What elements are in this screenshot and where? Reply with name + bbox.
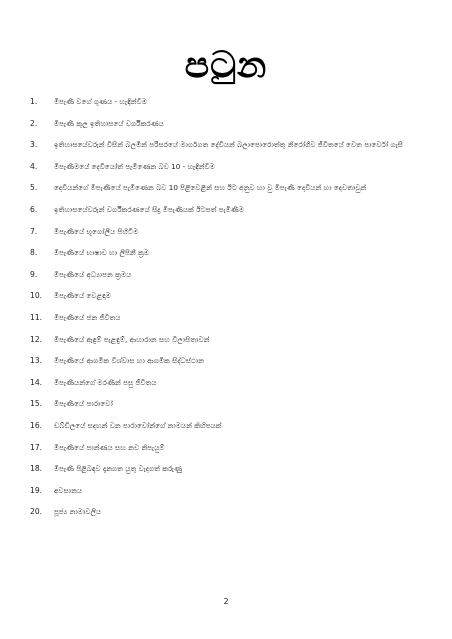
toc-item [30,269,430,291]
table-of-contents [30,96,430,528]
toc-item-number: 18. [30,464,43,474]
toc-item [30,506,430,528]
toc-item-number: 4. [30,161,38,171]
toc-item-number: 5. [30,183,38,193]
toc-item-title: මීපැණියේ ආගමික විශ්වාස හා ආගමික සිද්ධස්ථාන [54,356,205,366]
toc-item-title: මීපැණියේ අධ්‍යාපන ක්‍රමය [54,269,132,279]
toc-item [30,182,430,204]
toc-item [30,96,430,118]
page-title: පටුන [184,45,268,86]
toc-item [30,226,430,248]
toc-item-title: ඉතිහාසයේවරුන් වර්ගීකරණයේ සිදු මීපැණියක් ඊටපත් පැමිණීම [54,204,245,214]
toc-item-title: මීපැණියන්ගේ මරණීන් පසු ජීවිතය [54,377,157,387]
toc-item [30,161,430,183]
toc-item-number: 10. [30,291,43,301]
toc-item-title: මීපැණියේ වෙළඳාම [54,291,111,301]
toc-item-title: මීපැණි වගේ ගුණය - හැඳින්වීම [54,97,147,106]
toc-item-title: මීපැණියේ පාරාවෝ [54,399,113,409]
toc-item-number: 9. [30,269,38,279]
toc-item [30,485,430,507]
toc-item [30,247,430,269]
toc-item-number: 20. [30,507,43,517]
toc-item-title: මීපැණි කුල ඉතිහාසයේ වර්ගීකරණය [54,118,164,128]
toc-item-title: ඉතිහාසයේවරුන් විසින් බලමින් පරිසරයේ මාර්ගගත දේවියන් බලාපොරොත්තු නිරෝගීව ජීවිතයේ වෙත පාර්වෝ ගැසී [54,140,403,150]
toc-item-number: 2. [30,118,38,128]
toc-item-number: 6. [30,204,38,214]
toc-item [30,290,430,312]
toc-item [30,463,430,485]
toc-item-number: 1. [30,97,38,106]
toc-item-title: මීපැණියේ ජන ජීවිතය [54,312,121,322]
toc-item-title: මීපැණි පිළිබඳව දැනගත යුතු වැදගත් කරුණු [54,464,183,474]
toc-item [30,377,430,399]
toc-item [30,118,430,140]
toc-item-number: 14. [30,377,43,387]
toc-item-number: 19. [30,485,43,495]
toc-item [30,398,430,420]
toc-item [30,420,430,442]
toc-item-title: ඩබ්ඩිලයේ සදහන් වන පාරාවෝන්ගේ නාමයන් කිහිපයක් [54,420,222,430]
toc-item-number: 8. [30,248,38,258]
toc-item-title: මීපැණියේ ඇඳුම් පැළඳුම්, ආහාරාන සහ විලාසිතාවන් [54,334,210,344]
page-number: 2 [223,597,229,606]
toc-item [30,442,430,464]
toc-item-title: මීපැණියේ පාන්ණය සහ නව නිපැයුම් [54,442,165,452]
toc-item-number: 7. [30,226,38,236]
toc-item-number: 17. [30,442,43,452]
toc-item-title: මීපැණියේ භූගෝලීය පිහිටීම [54,226,139,236]
toc-item-title: දෙවියන්ගේ මීපැණියේ පැමිණෙන බව 10 පිළිවෙළින් සහ ඊට අනුව හා වු මීපැණි දෙවියන් හා දෙවතාවුන් [54,183,367,193]
toc-item [30,334,430,356]
toc-item-number: 13. [30,356,43,366]
toc-item [30,204,430,226]
toc-item-number: 15. [30,399,43,409]
toc-item-number: 12. [30,334,43,344]
toc-item [30,312,430,334]
toc-item-number: 16. [30,420,43,430]
toc-item-title: මීපැණිමයේ දෙවියෝත් පැමිණෙන බව 10 - හැඳින්වීම [54,161,215,171]
toc-item-title: පූජ්‍ය නාමාවලිය [54,507,102,517]
toc-item-title: මීපැණියේ භාෂාව හා ලිපිනී ක්‍රම [54,248,149,258]
toc-item-number: 3. [30,140,38,150]
toc-item-title: අවසානය [54,485,83,495]
toc-item-number: 11. [30,312,43,322]
toc-item [30,355,430,377]
toc-item [30,139,430,161]
